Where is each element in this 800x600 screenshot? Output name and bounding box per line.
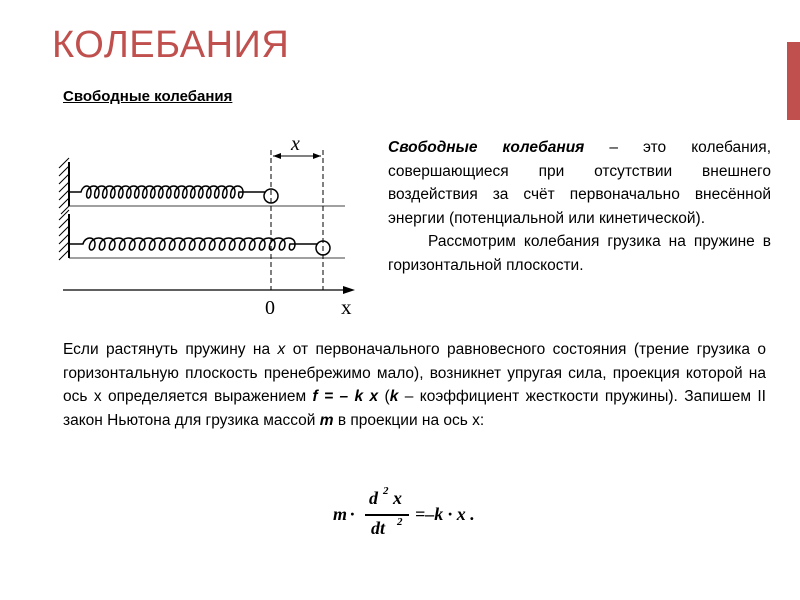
eq-num-x: x — [393, 488, 402, 508]
var-m: m — [319, 411, 334, 429]
main-text-part1: Если растянуть пружину на — [63, 341, 278, 358]
definition-block — [388, 136, 771, 277]
spring-oscillator-figure — [55, 128, 370, 323]
eq-rhs: =–k · x . — [415, 504, 475, 524]
definition-term: Свободные колебания — [388, 139, 585, 156]
definition-paragraph — [388, 136, 771, 230]
main-text-part4: – коэффициент жесткости пружины). Запишем II закон Ньютона для грузика массой — [63, 388, 766, 429]
spring-equilibrium — [69, 186, 265, 198]
wall-bottom — [59, 210, 69, 260]
definition-text: это колебания, совершающиеся при отсутствии внешнего воздействия за счёт первоначально внесённой энергии (потенциальной или кинетической). — [388, 139, 771, 227]
section-subtitle: Свободные колебания — [63, 88, 233, 105]
wall-top — [59, 158, 69, 214]
definition-dash: – — [584, 139, 644, 156]
eq-dot: · — [350, 504, 355, 524]
consider-paragraph: Рассмотрим колебания грузика на пружине в горизонтальной плоскости. — [388, 233, 771, 274]
eq-num-d: d — [369, 488, 378, 508]
displacement-label: x — [291, 133, 300, 155]
inline-formula: f = – k x — [312, 388, 379, 405]
eq-num-sup: 2 — [383, 485, 389, 497]
eq-den-sup: 2 — [397, 516, 403, 528]
main-text-part2: от первоначального равновесного состояния (трение грузика о горизонтальную плоскость пренебрежимо мало), возникнет упругая сила, проекция которой на ось х определяется выражением — [63, 341, 767, 405]
spring-stretched — [69, 238, 317, 250]
main-text-part5: в проекции на ось х: — [333, 411, 485, 429]
main-paragraph — [63, 338, 766, 432]
eq-den-dt: dt — [371, 518, 386, 538]
var-x: x — [277, 341, 286, 358]
accent-bar — [787, 42, 800, 120]
axis-x-label: x — [341, 295, 352, 319]
slide-title: КОЛЕБАНИЯ — [52, 24, 290, 66]
var-k: k — [389, 388, 399, 405]
eq-m: m — [333, 504, 348, 524]
main-text-part3: ( — [378, 388, 390, 405]
axis-zero-label: 0 — [265, 297, 275, 319]
